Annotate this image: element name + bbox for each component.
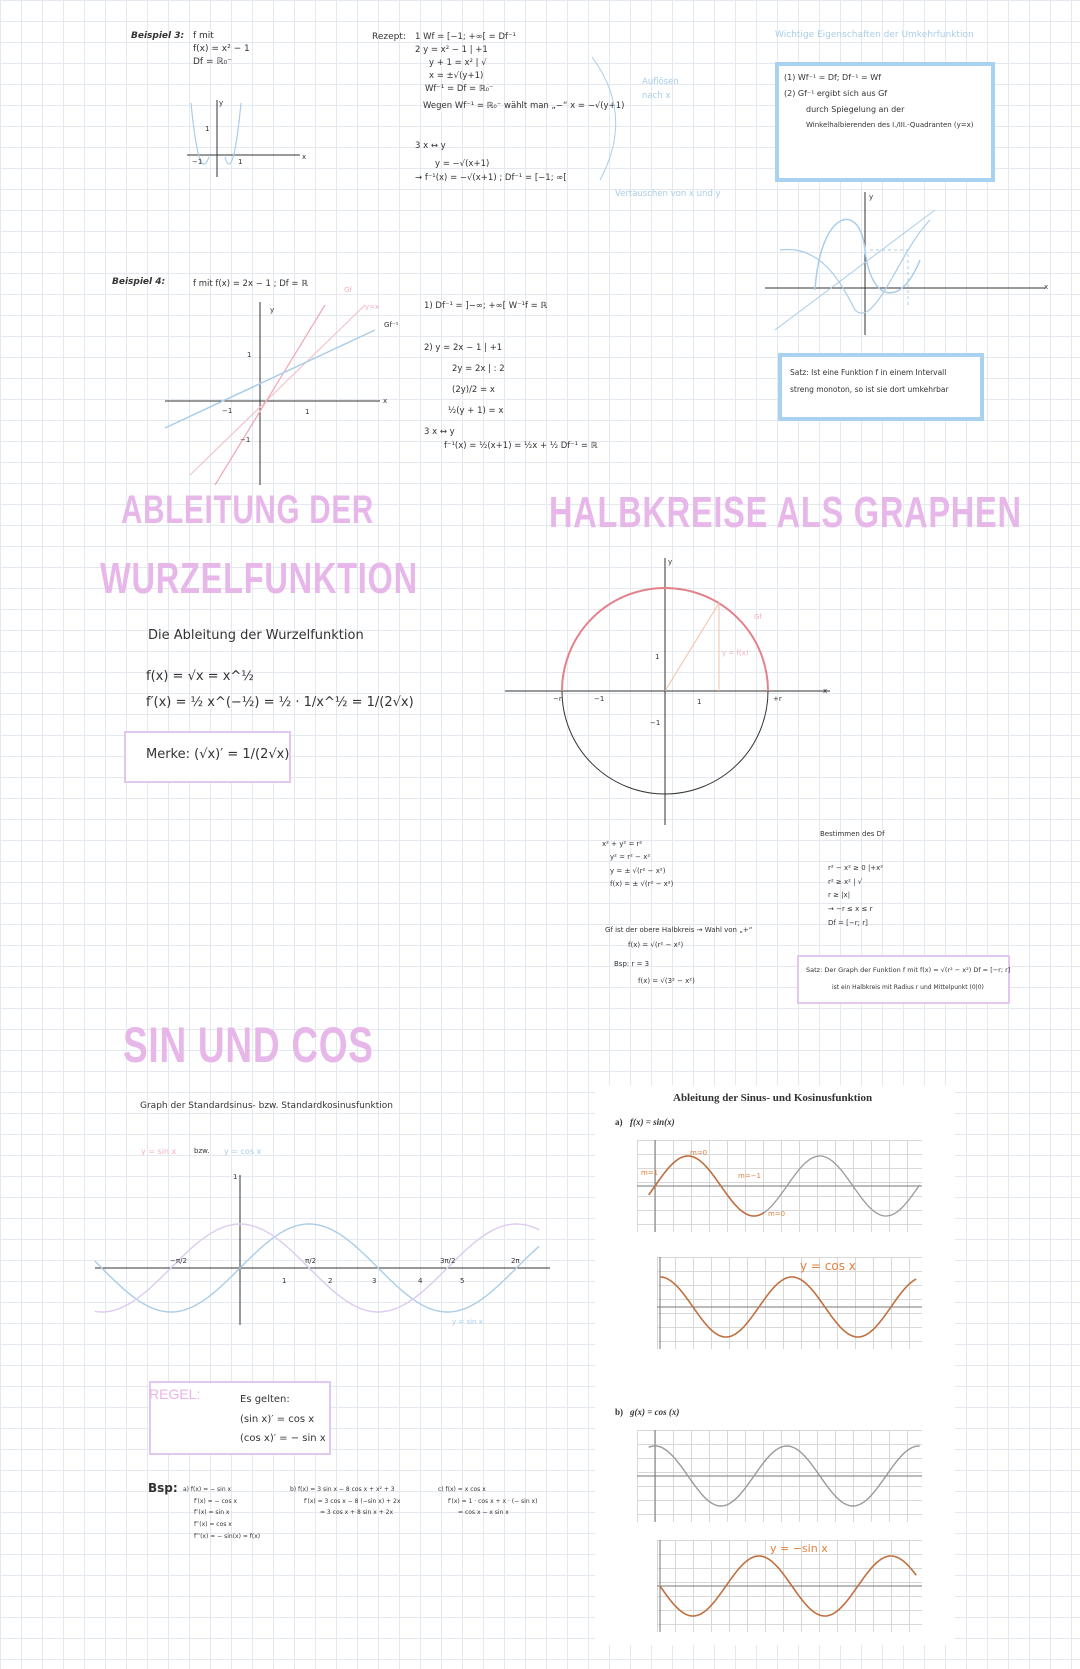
- regel-line: (sin x)′ = cos x: [240, 1413, 315, 1425]
- regel-line: Es gelten:: [240, 1394, 290, 1405]
- halbkreise-df-step: Df = [−r; r]: [828, 918, 868, 927]
- regel-lines: [240, 1390, 326, 1449]
- halbkreise-df-step: r² ≥ x² | √: [828, 877, 863, 886]
- rezept-side-note-2: Vertauschen von x und y: [615, 189, 721, 199]
- halbkreise-df-steps: [828, 862, 883, 930]
- sincos-bsp-b: [290, 1484, 400, 1519]
- sincos-bsp-b-line: = 3 cos x + 8 sin x + 2x: [320, 1509, 394, 1517]
- halbkreise-neg-r: −r: [553, 695, 562, 703]
- sincos-graph-title: Graph der Standardsinus- bzw. Standardkosinusfunktion: [140, 1101, 393, 1111]
- halbkreise-df-step: → −r ≤ x ≤ r: [828, 904, 873, 913]
- sincos-axis-label: 1: [282, 1277, 287, 1285]
- beispiel4-step: 2y = 2x | : 2: [452, 364, 505, 374]
- wichtige-heading: Wichtige Eigenschaften der Umkehrfunktion: [775, 30, 974, 40]
- halbkreise-bestimmen: Bestimmen des Df: [820, 830, 885, 838]
- halbkreise-step: x² + y² = r²: [602, 840, 643, 848]
- rezept-step: 1 Wf = [−1; +∞[ = Df⁻¹: [415, 32, 516, 42]
- halbkreise-one: 1: [697, 698, 702, 706]
- wichtige-items: [784, 70, 974, 132]
- sincos-bsp-a-line: f‴(x) = cos x: [194, 1521, 232, 1529]
- halbkreise-neg1: −1: [594, 695, 605, 703]
- sincos-axis-label: π/2: [305, 1257, 317, 1265]
- beispiel4-x-label: x: [383, 397, 388, 405]
- beispiel4-neg1-x: −1: [222, 407, 233, 415]
- sincos-bsp-b-line: f′(x) = 3 cos x − 8 (−sin x) + 2x: [304, 1497, 401, 1505]
- sincos-bsp-c-line: = cos x − x sin x: [458, 1509, 509, 1517]
- beispiel3-line: f mit: [193, 31, 214, 41]
- halbkreise-one-y: 1: [655, 653, 660, 661]
- halbkreise-y-label: y: [668, 558, 673, 566]
- halbkreise-graph: [505, 555, 835, 830]
- halbkreise-heading: HALBKREISE ALS GRAPHEN: [549, 488, 1022, 537]
- sincos-bsp-c-line: c) f(x) = x cos x: [438, 1486, 486, 1493]
- halbkreise-step: f(x) = ± √(r² − x²): [610, 879, 674, 888]
- wichtige-item: (2) Gf⁻¹ ergibt sich aus Gf: [784, 89, 888, 98]
- annotation-m0b: m=0: [768, 1210, 786, 1218]
- wichtige-item: durch Spiegelung an der: [806, 105, 905, 114]
- rezept-step: x = ±√(y+1): [429, 71, 484, 81]
- halbkreise-bsp: Bsp: r = 3: [614, 960, 650, 968]
- beispiel3-xneg-label: −1: [192, 158, 203, 166]
- ableitung-sinus-a-fx: f(x) = sin(x): [630, 1117, 675, 1127]
- halbkreise-x-label: x: [823, 687, 828, 695]
- halbkreise-satz-box: [797, 955, 1010, 1004]
- wurzel-subtitle: Die Ableitung der Wurzelfunktion: [148, 628, 364, 643]
- beispiel3-line: Df = ℝ₀⁻: [193, 57, 232, 68]
- beispiel4-step: 3 x ↔ y: [424, 427, 455, 437]
- annotation-m1: m=1: [641, 1169, 659, 1177]
- annotation-ynegsin: y = −sin x: [770, 1542, 828, 1555]
- sincos-curve-label: y = sin x: [452, 1318, 483, 1326]
- beispiel4-gf: Gf: [344, 286, 352, 294]
- beispiel3-x1-label: 1: [238, 158, 243, 166]
- beispiel3-graph: [185, 95, 305, 185]
- halbkreise-pos-r: +r: [773, 695, 782, 703]
- rezept-step: y = −√(x+1): [435, 159, 490, 169]
- sincos-axis-label: 3: [372, 1277, 377, 1285]
- sincos-bsp-c-line: f′(x) = 1 · cos x + x · (− sin x): [448, 1497, 538, 1505]
- regel-label: REGEL:: [149, 1386, 201, 1402]
- sincos-axis-label: 5: [460, 1277, 465, 1285]
- beispiel3-x-label: x: [302, 153, 307, 161]
- halbkreise-derivation: [602, 838, 673, 891]
- sincos-axis-label: 3π/2: [440, 1257, 456, 1265]
- sincos-bsp-a-line: f⁗(x) = − sin(x) = f(x): [194, 1532, 261, 1540]
- beispiel4-step: 1) Df⁻¹ = ]−∞; +∞[ W⁻¹f = ℝ: [424, 301, 548, 311]
- beispiel4-step: (2y)/2 = x: [452, 385, 495, 395]
- sincos-axis-label: 4: [418, 1277, 423, 1285]
- sincos-bsp-a-line: f′(x) = − cos x: [194, 1497, 238, 1505]
- sincos-axis-label: 2: [328, 1277, 333, 1285]
- sincos-bsp-a: [183, 1484, 260, 1542]
- wichtige-item: (1) Wf⁻¹ = Df; Df⁻¹ = Wf: [784, 73, 881, 82]
- halbkreise-satz-1: Satz: Der Graph der Funktion f mit f(x) = √(r² − x²) Df = [−r; r]: [806, 966, 1011, 974]
- sincos-y-tick: 1: [233, 1173, 238, 1181]
- beispiel4-neg1-y: −1: [240, 436, 251, 444]
- halbkreise-neg1-y: −1: [650, 719, 661, 727]
- halbkreise-satz-2: ist ein Halbkreis mit Radius r und Mittelpunkt (0|0): [832, 984, 984, 991]
- beispiel4-gf-inv: Gf⁻¹: [384, 321, 399, 329]
- sincos-bsp-a-line: f″(x) = sin x: [194, 1509, 230, 1517]
- halbkreise-fx: f(x) = √(r² − x²): [628, 941, 684, 949]
- sincos-bsp-a-line: a) f(x) = − sin x: [183, 1486, 232, 1493]
- regel-line: (cos x)′ = − sin x: [240, 1433, 326, 1444]
- sincos-axis-label: 2π: [511, 1257, 520, 1265]
- rezept-side-note-1: Auflösen nach x: [642, 77, 679, 102]
- sincos-legend-cos: y = cos x: [224, 1147, 262, 1156]
- sincos-heading: SIN UND COS: [123, 1017, 374, 1073]
- beispiel4-yx: y=x: [365, 303, 380, 311]
- wurzel-heading-2: WURZELFUNKTION: [100, 554, 418, 603]
- beispiel4-step: 2) y = 2x − 1 | +1: [424, 343, 503, 353]
- graph-b1-svg: [637, 1430, 922, 1522]
- ableitung-sinus-b-label: b): [615, 1407, 624, 1417]
- beispiel3-title: Beispiel 3:: [131, 31, 185, 41]
- sincos-axis-label: −π/2: [170, 1257, 187, 1265]
- ableitung-sinus-a-label: a): [615, 1117, 623, 1127]
- wurzel-merke: Merke: (√x)′ = 1/(2√x): [146, 747, 290, 762]
- beispiel4-step: ½(y + 1) = x: [448, 406, 504, 416]
- beispiel4-graph: [160, 300, 390, 490]
- graph-a2-svg: [657, 1257, 922, 1349]
- ableitung-sinus-b-fx: g(x) = cos (x): [630, 1407, 680, 1417]
- beispiel4-title: Beispiel 4:: [112, 277, 166, 287]
- rezept-step: 3 x ↔ y: [415, 141, 446, 151]
- sincos-graph: [95, 1170, 555, 1330]
- wichtige-y-label: y: [869, 193, 874, 201]
- annotation-m0: m=0: [690, 1149, 708, 1157]
- halbkreise-gf: Gf: [754, 613, 762, 621]
- annotation-mneg1: m=−1: [738, 1172, 762, 1180]
- sincos-bsp-b-line: b) f(x) = 3 sin x − 8 cos x + x² + 3: [290, 1486, 395, 1493]
- halbkreise-step: y = ± √(r² − x²): [610, 866, 666, 875]
- beispiel4-steps: [424, 300, 597, 454]
- rezept-label: Rezept:: [372, 32, 406, 42]
- sincos-bsp-label: Bsp:: [148, 1481, 178, 1495]
- sincos-legend-sin: y = sin x: [141, 1147, 177, 1156]
- rezept-arc: [590, 55, 640, 185]
- wichtige-item: Winkelhalbierenden des I./III.-Quadranten (y=x): [806, 121, 974, 129]
- beispiel3-lines: [193, 30, 250, 69]
- rezept-step: Wegen Wf⁻¹ = ℝ₀⁻ wählt man „−“ x = −√(y+1): [423, 101, 625, 111]
- beispiel4-def: f mit f(x) = 2x − 1 ; Df = ℝ: [193, 279, 308, 289]
- beispiel3-line: f(x) = x² − 1: [193, 44, 250, 55]
- graph-a1-svg: [637, 1140, 922, 1232]
- sincos-bsp-c: [438, 1484, 537, 1519]
- beispiel4-y-label: y: [270, 306, 275, 314]
- beispiel4-one-y: 1: [247, 351, 252, 359]
- wichtige-satz: Satz: Ist eine Funktion f in einem Intervall streng monoton, so ist sie dort umkehrbar: [790, 368, 949, 395]
- rezept-step: → f⁻¹(x) = −√(x+1) ; Df⁻¹ = [−1; ∞[: [415, 173, 567, 183]
- wichtige-x-label: x: [1044, 283, 1049, 291]
- wichtige-graph: [760, 190, 1050, 340]
- beispiel4-step: f⁻¹(x) = ½(x+1) = ½x + ½ Df⁻¹ = ℝ: [444, 441, 598, 451]
- halbkreise-yfx: y = f(x): [722, 649, 749, 657]
- beispiel4-one-x: 1: [305, 408, 310, 416]
- halbkreise-note: Gf ist der obere Halbkreis → Wahl von „+“: [605, 926, 753, 934]
- halbkreise-bsp-fx: f(x) = √(3² − x²): [638, 977, 695, 985]
- rezept-step: Wf⁻¹ = Df = ℝ₀⁻: [425, 84, 494, 94]
- beispiel3-y1-label: 1: [205, 125, 210, 133]
- wurzel-heading-1: ABLEITUNG DER: [121, 488, 374, 532]
- halbkreise-step: y² = r² − x²: [610, 853, 651, 862]
- annotation-ycos: y = cos x: [800, 1259, 856, 1273]
- halbkreise-df-step: r² − x² ≥ 0 |+x²: [828, 864, 884, 872]
- beispiel3-y-label: y: [219, 99, 224, 107]
- ableitung-sinus-title: Ableitung der Sinus- und Kosinusfunktion: [673, 1092, 873, 1104]
- halbkreise-df-step: r ≥ |x|: [828, 891, 851, 900]
- rezept-step: 2 y = x² − 1 | +1: [415, 45, 488, 55]
- sincos-legend-bzw: bzw.: [194, 1147, 210, 1155]
- wurzel-line-1: f(x) = √x = x^½: [146, 669, 254, 684]
- wurzel-line-2: f′(x) = ½ x^(−½) = ½ · 1/x^½ = 1/(2√x): [146, 695, 414, 710]
- rezept-step: y + 1 = x² | √: [429, 58, 487, 68]
